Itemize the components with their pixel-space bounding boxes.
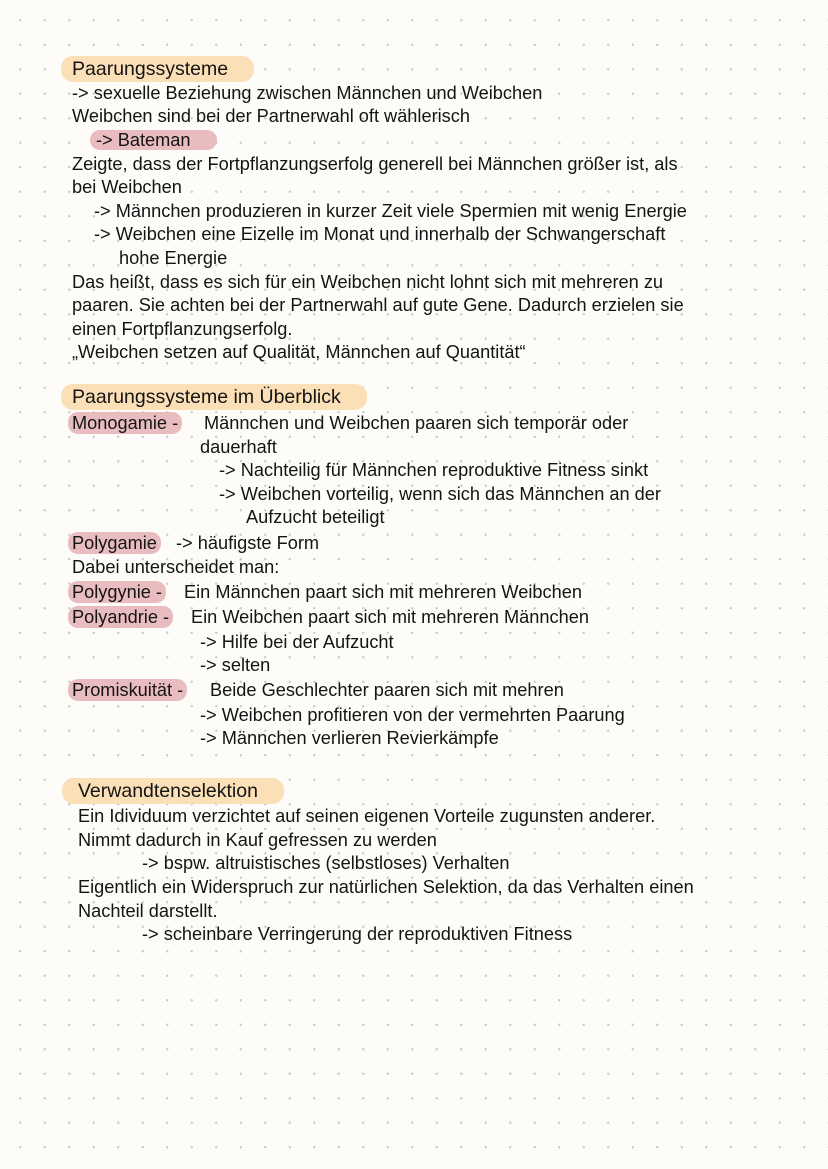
text-line: Ein Weibchen paart sich mit mehreren Männchen	[191, 607, 589, 627]
term-polyandrie: Polyandrie -	[68, 606, 173, 628]
text-line: -> häufigste Form	[176, 533, 320, 553]
text-line: -> Männchen verlieren Revierkämpfe	[200, 728, 499, 748]
bateman-label	[96, 128, 217, 152]
term-row-polygynie	[72, 580, 166, 604]
text-line: Eigentlich ein Widerspruch zur natürlichen Selektion, da das Verhalten einen	[78, 877, 694, 897]
term-row-promiskuitaet	[72, 678, 187, 702]
quote-line: „Weibchen setzen auf Qualität, Männchen auf Quantität“	[72, 342, 526, 362]
text-line: -> Männchen produzieren in kurzer Zeit viele Spermien mit wenig Energie	[94, 201, 687, 221]
term-polygamie: Polygamie	[68, 532, 161, 554]
text-line: hohe Energie	[119, 248, 228, 268]
heading-highlight: Paarungssysteme im Überblick	[61, 384, 367, 410]
text-line: Aufzucht beteiligt	[246, 507, 385, 527]
term-monogamie: Monogamie -	[68, 412, 182, 434]
text-line: -> selten	[200, 655, 271, 675]
term-promiskuitaet: Promiskuität -	[68, 679, 187, 701]
text-line: dauerhaft	[200, 437, 277, 457]
text-line: Zeigte, dass der Fortpflanzungserfolg generell bei Männchen größer ist, als	[72, 154, 678, 174]
text-line: -> Weibchen eine Eizelle im Monat und innerhalb der Schwangerschaft	[94, 224, 666, 244]
bateman-highlight: -> Bateman	[90, 130, 217, 150]
text-line: -> Nachteilig für Männchen reproduktive Fitness sinkt	[219, 460, 649, 480]
text-line: Nachteil darstellt.	[78, 901, 218, 921]
term-row-monogamie	[72, 411, 182, 435]
text-line: Ein Männchen paart sich mit mehreren Weibchen	[184, 582, 582, 602]
text-line: paaren. Sie achten bei der Partnerwahl auf gute Gene. Dadurch erzielen sie	[72, 295, 684, 315]
heading-highlight: Paarungssysteme	[61, 56, 254, 82]
text-line: Weibchen sind bei der Partnerwahl oft wählerisch	[72, 106, 470, 126]
section-heading-ueberblick	[72, 385, 367, 409]
text-line: Dabei unterscheidet man:	[72, 557, 280, 577]
text-line: bei Weibchen	[72, 177, 182, 197]
heading-highlight: Verwandtenselektion	[62, 778, 284, 804]
text-line: -> bspw. altruistisches (selbstloses) Verhalten	[142, 853, 510, 873]
text-line: einen Fortpflanzungserfolg.	[72, 319, 293, 339]
text-line: -> scheinbare Verringerung der reproduktiven Fitness	[142, 924, 573, 944]
text-line: Das heißt, dass es sich für ein Weibchen nicht lohnt sich mit mehreren zu	[72, 272, 664, 292]
text-line: -> Weibchen vorteilig, wenn sich das Männchen an der	[219, 484, 661, 504]
text-line: Beide Geschlechter paaren sich mit mehren	[210, 680, 564, 700]
text-line: Männchen und Weibchen paaren sich temporär oder	[204, 413, 629, 433]
text-line: -> sexuelle Beziehung zwischen Männchen und Weibchen	[72, 83, 543, 103]
text-line: Ein Idividuum verzichtet auf seinen eigenen Vorteile zugunsten anderer.	[78, 806, 656, 826]
section-heading-paarungssysteme	[72, 57, 254, 81]
term-polygynie: Polygynie -	[68, 581, 166, 603]
term-row-polygamie	[72, 531, 161, 555]
text-line: -> Hilfe bei der Aufzucht	[200, 632, 394, 652]
text-line: -> Weibchen profitieren von der vermehrten Paarung	[200, 705, 625, 725]
text-line: Nimmt dadurch in Kauf gefressen zu werden	[78, 830, 437, 850]
term-row-polyandrie	[72, 605, 173, 629]
section-heading-verwandtenselektion	[78, 779, 284, 803]
